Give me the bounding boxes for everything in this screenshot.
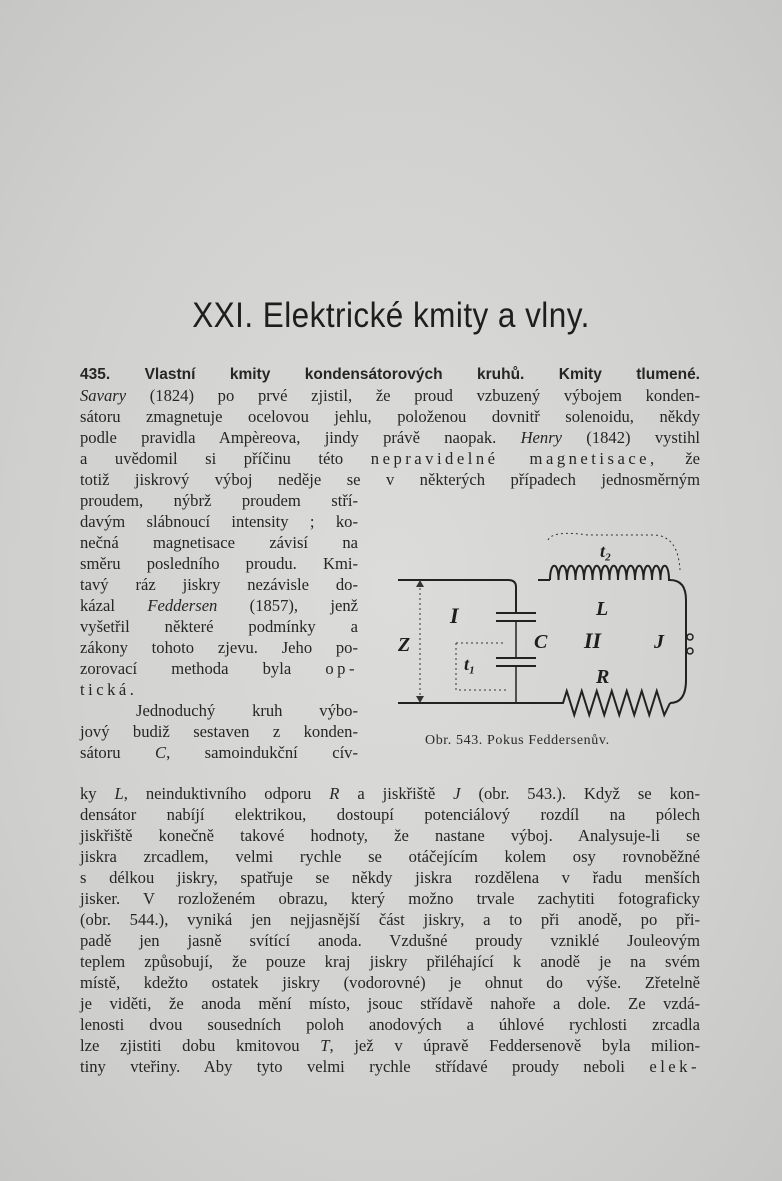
text-line: zákony tohoto zjevu. Jeho po- bbox=[80, 638, 358, 657]
text-line: směru posledního proudu. Kmi- bbox=[80, 554, 358, 573]
text-line: sátoru zmagnetuje ocelovou jehlu, položenou dovnitř solenoidu, někdy bbox=[80, 407, 700, 426]
text-line: davým slábnoucí intensity ; ko- bbox=[80, 512, 358, 531]
label-t1: t₁ bbox=[464, 654, 476, 674]
text-line: jový budiž sestaven z konden- bbox=[80, 722, 358, 741]
chapter-title: XXI. Elektrické kmity a vlny. bbox=[192, 296, 590, 335]
text-line: jiskřiště konečně takové hodnoty, že nastane výboj. Analysuje-li se bbox=[80, 826, 700, 845]
text-line: podle pravidla Ampèreova, jindy právě naopak. Henry (1842) vystihl bbox=[80, 428, 701, 447]
text-line: kázal Feddersen (1857), jenž bbox=[80, 596, 358, 615]
spark-gap-ball bbox=[687, 648, 693, 654]
text-line: nečná magnetisace závisí na bbox=[80, 533, 358, 552]
text-line: jisker. V rozloženém obrazu, který možno trvale zachytiti fotograficky bbox=[80, 889, 700, 908]
text-line: tiny vteřiny. Aby tyto velmi rychle střídavé proudy neboli elek- bbox=[80, 1057, 700, 1076]
label-Z: Z bbox=[398, 634, 411, 656]
text-line: teplem způsobují, že pouze kraj jiskry přiléhající k anodě je na svém bbox=[80, 952, 700, 971]
inductor-coil bbox=[550, 566, 670, 580]
label-t2: t₂ bbox=[600, 541, 612, 561]
text-line: zorovací methoda byla op- bbox=[80, 659, 358, 678]
text-line: místě, kdežto ostatek jiskry (vodorovné) je ohnut do výše. Zřetelně bbox=[80, 973, 700, 992]
paragraph-bottom bbox=[80, 783, 700, 1077]
text-line: a uvědomil si příčinu této nepravidelné magnetisace, že bbox=[80, 449, 700, 468]
text-line: densátor nabíjí elektrikou, dostoupí potenciálový rozdíl na pólech bbox=[80, 805, 700, 824]
text-line: padě jen jasně svítící anoda. Vzdušné proudy vzniklé Jouleovým bbox=[80, 931, 700, 950]
section-heading: 435. Vlastní kmity kondensátorových kruhů. Kmity tlumené. bbox=[80, 366, 700, 383]
spark-gap-ball bbox=[687, 634, 693, 640]
label-II: II bbox=[584, 628, 602, 653]
label-J: J bbox=[654, 631, 664, 653]
text-line: Savary (1824) po prvé zjistil, že proud vzbuzený výbojem konden- bbox=[80, 386, 700, 405]
text-line: tická. bbox=[80, 680, 138, 699]
text-line: jiskra zrcadlem, velmi rychle se otáčejícím kolem osy rovnoběžné bbox=[80, 847, 700, 866]
circuit-svg bbox=[388, 525, 700, 735]
circuit-diagram bbox=[388, 525, 700, 755]
text-line: lenosti dvou sousedních poloh anodových a úhlové rychlosti zrcadla bbox=[80, 1015, 700, 1034]
text-line: vyšetřil některé podmínky a bbox=[80, 617, 358, 636]
text-line: sátoru C, samoindukční cív- bbox=[80, 743, 359, 762]
text-line: tavý ráz jiskry nezávisle do- bbox=[80, 575, 358, 594]
label-L: L bbox=[596, 598, 609, 620]
text-line: ky L, neinduktivního odporu R a jiskřiště J (obr. 543.). Když se kon- bbox=[80, 784, 701, 803]
text-line: proudem, nýbrž proudem stří- bbox=[80, 491, 358, 510]
label-R: R bbox=[596, 666, 610, 688]
wire-right bbox=[670, 580, 686, 703]
label-I: I bbox=[450, 603, 459, 628]
text-line: (obr. 544.), vyniká jen nejjasnější část jiskry, a to při anodě, po při- bbox=[80, 910, 700, 929]
text-line: Jednoduchý kruh výbo- bbox=[136, 701, 358, 720]
figure-caption: Obr. 543. Pokus Feddersenův. bbox=[425, 733, 610, 748]
text-line: lze zjistiti dobu kmitovou T, jež v úpravě Feddersenově byla milion- bbox=[80, 1036, 700, 1055]
text-line: je viděti, že anoda mění místo, jsouc střídavě nahoře a dole. Ze vzdá- bbox=[80, 994, 700, 1013]
text-line: s délkou jiskry, spatřuje se někdy jiskra rozdělena v řadu menších bbox=[80, 868, 700, 887]
label-C: C bbox=[534, 631, 548, 653]
resistor-zigzag bbox=[548, 691, 670, 715]
text-line: totiž jiskrový výboj neděje se v některých případech jednosměrným bbox=[80, 470, 700, 489]
